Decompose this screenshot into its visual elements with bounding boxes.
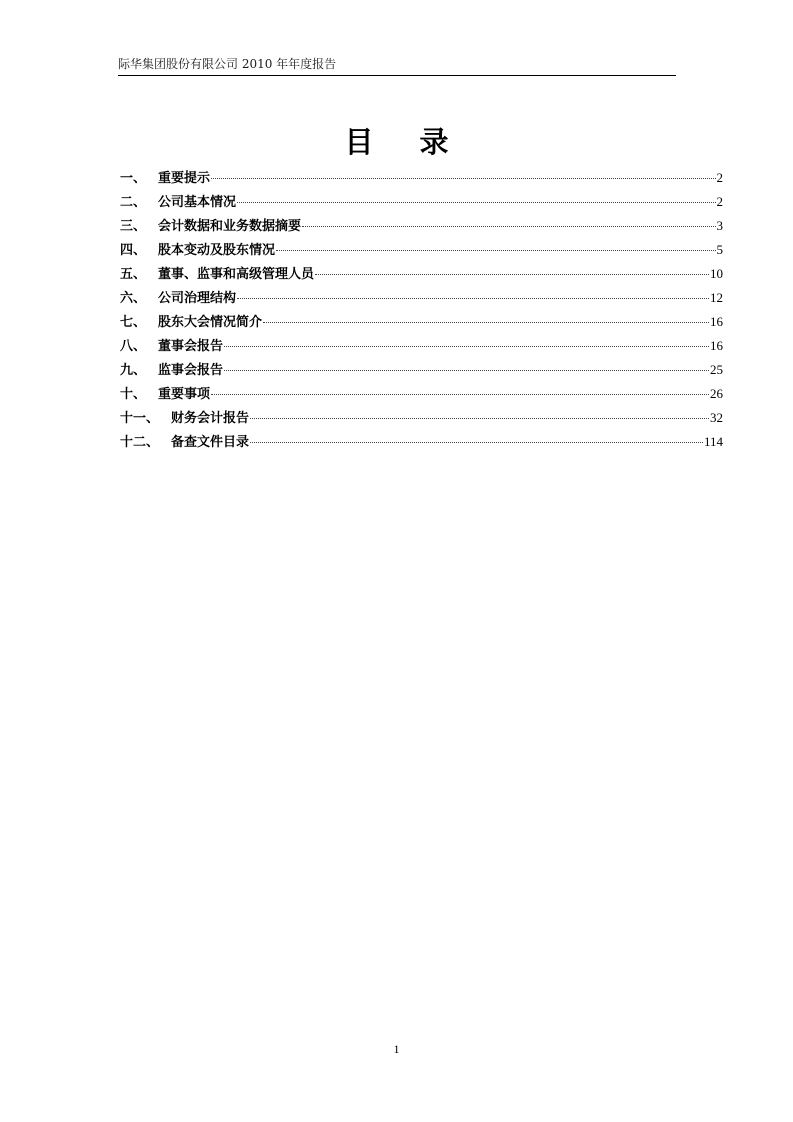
toc-entry[interactable]	[120, 430, 723, 454]
toc-entry-page: 2	[716, 194, 723, 209]
toc-entry-label: 财务会计报告	[171, 411, 250, 426]
toc-dot-leader	[250, 441, 703, 443]
toc-entry-page: 114	[703, 434, 723, 449]
toc-entry-number: 二、	[120, 195, 147, 210]
toc-entry[interactable]	[120, 286, 723, 310]
toc-entry-label: 备查文件目录	[171, 435, 250, 450]
table-of-contents	[120, 166, 723, 454]
toc-entry-label: 董事会报告	[158, 339, 224, 354]
toc-dot-leader	[315, 273, 709, 275]
toc-entry-page: 2	[716, 170, 723, 185]
toc-dot-leader	[224, 369, 709, 371]
toc-entry-label: 监事会报告	[158, 363, 224, 378]
toc-dot-leader	[250, 417, 709, 419]
toc-entry-number: 三、	[120, 219, 147, 234]
toc-dot-leader	[224, 345, 709, 347]
toc-entry-page: 5	[716, 242, 723, 257]
toc-title: 目 录	[344, 125, 467, 159]
toc-dot-leader	[302, 225, 715, 227]
toc-dot-leader	[211, 177, 715, 179]
toc-entry-label: 股本变动及股东情况	[158, 243, 276, 258]
toc-entry-label: 重要提示	[158, 171, 211, 186]
toc-entry-number: 八、	[120, 339, 147, 354]
toc-dot-leader	[211, 393, 709, 395]
toc-entry[interactable]	[120, 406, 723, 430]
toc-entry-number: 十、	[120, 387, 147, 402]
toc-entry-number: 九、	[120, 363, 147, 378]
toc-entry-label: 股东大会情况简介	[158, 315, 263, 330]
header-text: 际华集团股份有限公司 2010 年年度报告	[118, 57, 337, 71]
toc-entry-label: 董事、监事和高级管理人员	[158, 267, 315, 282]
toc-entry[interactable]	[120, 166, 723, 190]
toc-entry[interactable]	[120, 358, 723, 382]
toc-entry-page: 25	[710, 362, 723, 377]
toc-entry-number: 一、	[120, 171, 147, 186]
page-number: 1	[393, 1042, 400, 1056]
toc-dot-leader	[263, 321, 709, 323]
toc-dot-leader	[237, 297, 709, 299]
toc-entry[interactable]	[120, 262, 723, 286]
toc-entry-label: 重要事项	[158, 387, 211, 402]
toc-dot-leader	[237, 201, 715, 203]
toc-entry-number: 五、	[120, 267, 147, 282]
toc-entry-label: 会计数据和业务数据摘要	[158, 219, 302, 234]
toc-entry-page: 32	[710, 410, 723, 425]
toc-entry-number: 七、	[120, 315, 147, 330]
toc-entry[interactable]	[120, 214, 723, 238]
toc-entry-label: 公司基本情况	[158, 195, 237, 210]
toc-entry-page: 3	[716, 218, 723, 233]
toc-entry-page: 16	[710, 338, 723, 353]
toc-entry[interactable]	[120, 190, 723, 214]
toc-entry[interactable]	[120, 238, 723, 262]
toc-entry[interactable]	[120, 382, 723, 406]
toc-entry[interactable]	[120, 310, 723, 334]
toc-entry-page: 12	[710, 290, 723, 305]
toc-entry-number: 十一、	[120, 411, 160, 426]
toc-entry-label: 公司治理结构	[158, 291, 237, 306]
toc-entry[interactable]	[120, 334, 723, 358]
toc-entry-number: 四、	[120, 243, 147, 258]
toc-entry-page: 26	[710, 386, 723, 401]
toc-entry-number: 十二、	[120, 435, 160, 450]
page-header	[118, 57, 676, 76]
toc-entry-number: 六、	[120, 291, 147, 306]
toc-entry-page: 10	[710, 266, 723, 281]
toc-entry-page: 16	[710, 314, 723, 329]
toc-dot-leader	[276, 249, 715, 251]
